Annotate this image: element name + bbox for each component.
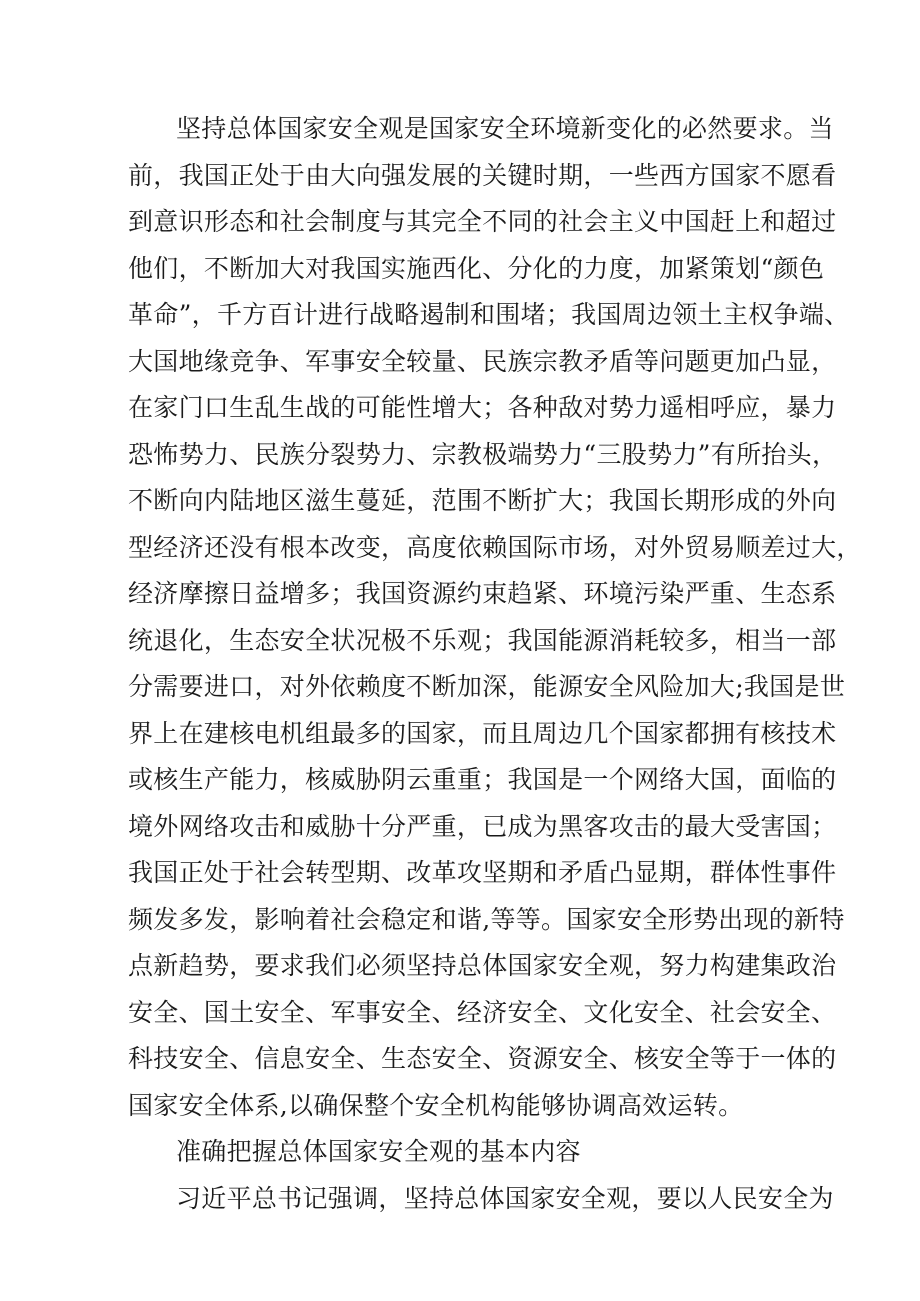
text-line: 大国地缘竞争、军事安全较量、民族宗教矛盾等问题更加凸显， (128, 346, 837, 376)
text-line: 到意识形态和社会制度与其完全不同的社会主义中国赶上和超过 (128, 207, 837, 236)
text-line: 安全、国土安全、军事安全、经济安全、文化安全、社会安全、 (128, 997, 837, 1027)
text-line: 国家安全体系,以确保整个安全机构能够协调高效运转。 (128, 1090, 744, 1120)
text-line: 我国正处于社会转型期、改革攻坚期和矛盾凸显期，群体性事件 (128, 858, 837, 887)
text-line: 境外网络攻击和威胁十分严重，已成为黑客攻击的最大受害国； (128, 811, 837, 841)
text-line: 恐怖势力、民族分裂势力、宗教极端势力“三股势力”有所抬头， (128, 439, 838, 469)
text-line: 前，我国正处于由大向强发展的关键时期，一些西方国家不愿看 (128, 160, 837, 190)
text-line: 坚持总体国家安全观是国家安全环境新变化的必然要求。当 (176, 114, 834, 143)
text-line: 他们，不断加大对我国实施西化、分化的力度，加紧策划“颜色 (128, 253, 825, 283)
text-line: 统退化，生态安全状况极不乐观；我国能源消耗较多，相当一部 (128, 625, 837, 655)
text-line: 不断向内陆地区滋生蔓延，范围不断扩大；我国长期形成的外向 (128, 486, 837, 515)
text-line: 界上在建核电机组最多的国家，而且周边几个国家都拥有核技术 (128, 718, 837, 748)
text-line: 或核生产能力，核威胁阴云重重；我国是一个网络大国，面临的 (128, 765, 837, 794)
text-line: 准确把握总体国家安全观的基本内容 (176, 1137, 581, 1166)
text-line: 在家门口生乱生战的可能性增大；各种敌对势力遥相呼应，暴力 (128, 393, 837, 422)
text-line: 频发多发，影响着社会稳定和谐,等等。国家安全形势出现的新特 (128, 904, 845, 934)
text-line: 革命”，千方百计进行战略遏制和围堵；我国周边领土主权争端、 (128, 300, 850, 329)
text-line: 科技安全、信息安全、生态安全、资源安全、核安全等于一体的 (128, 1044, 837, 1073)
text-line: 分需要进口，对外依赖度不断加深，能源安全风险加大;我国是世 (128, 672, 846, 701)
body-text (128, 106, 862, 1222)
text-line: 经济摩擦日益增多；我国资源约束趋紧、环境污染严重、生态系 (128, 579, 837, 608)
text-line: 习近平总书记强调，坚持总体国家安全观，要以人民安全为 (176, 1183, 834, 1213)
text-line: 型经济还没有根本改变，高度依赖国际市场，对外贸易顺差过大， (128, 532, 862, 562)
text-line: 点新趋势，要求我们必须坚持总体国家安全观，努力构建集政治 (128, 951, 837, 980)
